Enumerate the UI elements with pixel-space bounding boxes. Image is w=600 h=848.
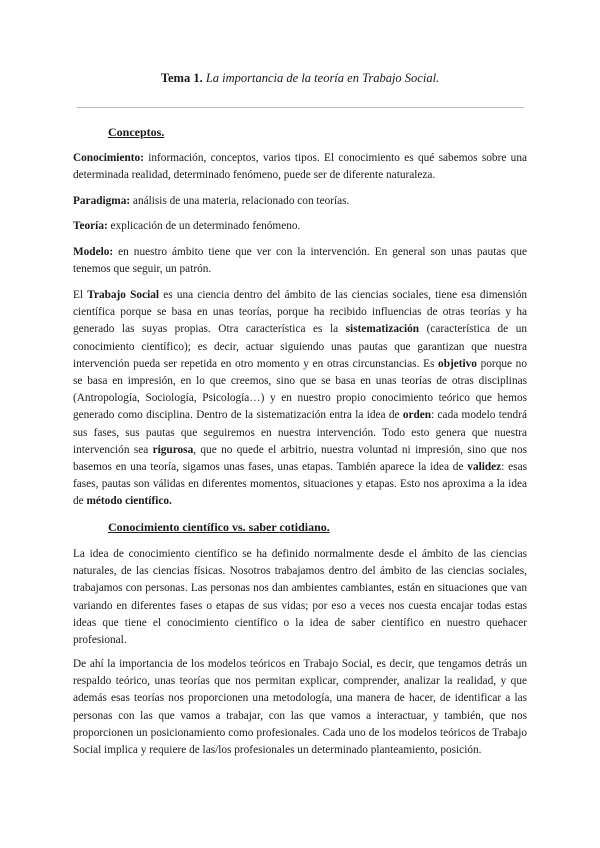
definition-text: explicación de un determinado fenómeno. [107, 220, 301, 232]
paragraph-trabajo-social [73, 287, 527, 511]
term-conocimiento: Conocimiento: [73, 152, 144, 164]
definition-conocimiento [73, 150, 527, 184]
bold-term: objetivo [438, 357, 477, 370]
bold-term: validez [467, 461, 502, 474]
text-run: porque no se basa en impresión, en lo que creemos, sino que se basa en unas teorías de otras disciplinas (Antropología, Sociología, Psicología…) y en nuestro propio conocimiento teórico que hemos generado como disciplina. Dentro de la sistematización entra la idea de [73, 357, 527, 422]
definition-text: en nuestro ámbito tiene que ver con la intervención. En general son unas pautas que tenemos que seguir, un patrón. [73, 246, 527, 276]
bold-term: Trabajo Social [87, 289, 160, 301]
title-divider [77, 107, 524, 108]
bold-term: orden [402, 409, 432, 422]
document-title [0, 70, 600, 86]
definition-paradigma [73, 193, 527, 210]
title-number: Tema 1. [160, 71, 203, 85]
definition-text: información, conceptos, varios tipos. El conocimiento es qué sabemos sobre una determinada realidad, determinado fenómeno, puede ser de diferente naturaleza. [73, 152, 527, 182]
term-modelo: Modelo: [73, 246, 114, 258]
text-run: : cada modelo tendrá sus fases, sus pautas que seguiremos en nuestra intervención. Todo esto genera que nuestra intervención sea [73, 409, 527, 456]
text-run: : esas fases, pautas son válidas en diferentes momentos, situaciones y etapas. Esto nos aproxima a la idea de [73, 461, 527, 508]
bold-term: método científico. [86, 495, 172, 508]
bold-term: rigurosa [152, 443, 194, 456]
paragraph-conocimiento-cientifico: La idea de conocimiento científico se ha definido normalmente desde el ámbito de las ciencias naturales, de las ciencias físicas. Nosotros trabajamos dentro del ámbito de las ciencias sociales, trabajamos con personas. Las personas nos dan ambientes cambiantes, están en situaciones que van variando en diferentes fases o etapas de sus vidas; por eso a veces nos cuesta encajar todas estas ideas que tiene el conocimiento científico o la idea de saber científico en nuestro quehacer profesional. [73, 548, 527, 647]
definition-teoria [73, 218, 527, 235]
text-run: (característica de un conocimiento científico); es decir, actuar siguiendo unas pautas que garantizan que nuestra intervención pueda ser repetida en otro momento y en otras circunstancias. Es [73, 323, 527, 370]
paragraph-modelos-teoricos: De ahí la importancia de los modelos teóricos en Trabajo Social, es decir, que tengamos detrás un respaldo teórico, unas teorías que nos permitan explicar, comprender, analizar la realidad, y que además esas teorías nos proporcionen una metodología, una manera de hacer, de identificar a las personas con las que vamos a trabajar, con las que vamos a interactuar, y también, que nos proporcionen un posicionamiento como profesionales. Cada uno de los modelos teóricos de Trabajo Social implica y requiere de las/los profesionales un determinado planteamiento, posición. [73, 658, 527, 757]
term-teoria: Teoría: [73, 220, 108, 232]
text-run: El [73, 289, 88, 301]
text-run: es una ciencia dentro del ámbito de las ciencias sociales, tiene esa dimensión científica porque se basa en unas teorías, porque ha recibido influencias de otras teorías y ha generado las suyas propias. Otra característica es la [73, 289, 527, 336]
definition-text: análisis de una materia, relacionado con teorías. [130, 195, 350, 207]
text-run: , que no quede el arbitrio, nuestra voluntad ni impresión, sino que nos basemos en una teoría, sigamos unas fases, unas etapas. También aparece la idea de [73, 443, 527, 474]
section-heading-conceptos: Conceptos. [108, 125, 165, 139]
section-heading-conocimiento-cientifico: Conocimiento científico vs. saber cotidiano. [108, 520, 330, 534]
bold-term: sistematización [345, 323, 420, 336]
term-paradigma: Paradigma: [73, 195, 131, 207]
definition-modelo [73, 244, 527, 278]
title-text: La importancia de la teoría en Trabajo Social. [205, 71, 440, 85]
